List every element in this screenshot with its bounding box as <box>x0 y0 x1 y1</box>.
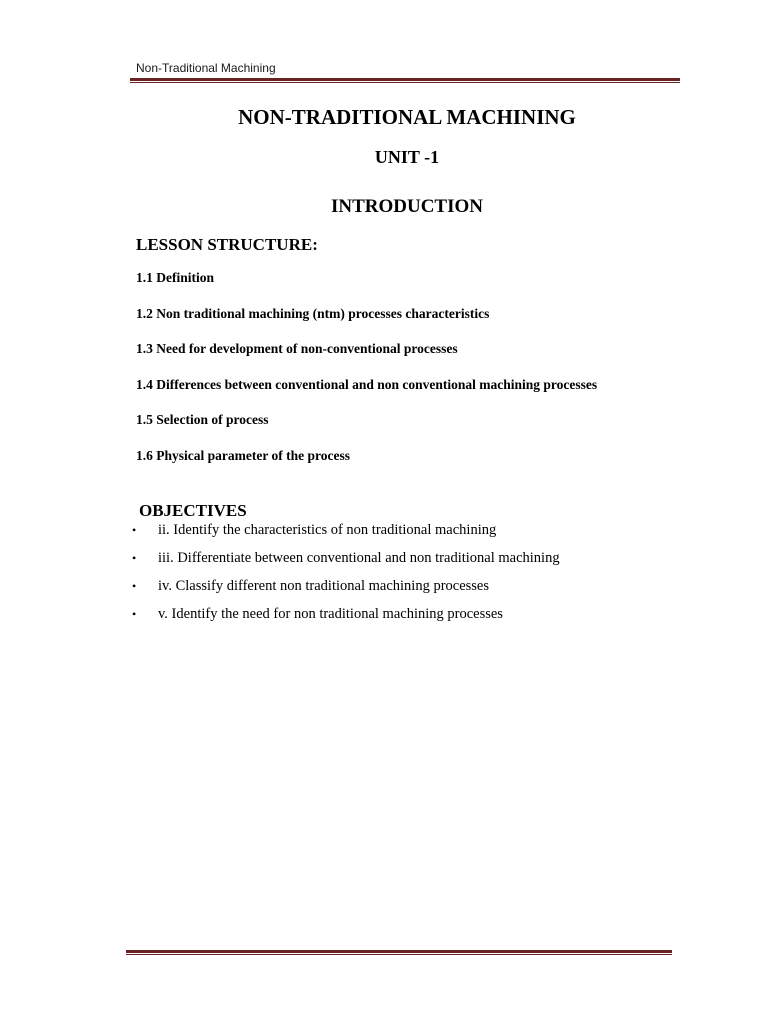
bullet-icon: • <box>132 551 137 565</box>
objective-text: v. Identify the need for non traditional machining processes <box>158 606 503 622</box>
objectives-heading: OBJECTIVES <box>139 501 247 520</box>
lesson-structure-heading: LESSON STRUCTURE: <box>136 235 318 254</box>
lesson-item: 1.4 Differences between conventional and non conventional machining processes <box>136 376 598 392</box>
bullet-icon: • <box>132 523 137 537</box>
objective-text: iii. Differentiate between conventional and non traditional machining <box>158 550 560 566</box>
lesson-item: 1.3 Need for development of non-conventional processes <box>136 341 458 357</box>
bullet-icon: • <box>132 607 137 621</box>
lesson-structure-list <box>136 270 597 484</box>
objective-item <box>130 606 560 634</box>
objective-item <box>130 522 560 550</box>
unit-heading: UNIT -1 <box>374 147 440 167</box>
running-header: Non-Traditional Machining <box>136 61 276 75</box>
lesson-item: 1.2 Non traditional machining (ntm) processes characteristics <box>136 305 490 321</box>
document-title: NON-TRADITIONAL MACHINING <box>238 105 576 129</box>
bullet-icon: • <box>132 579 137 593</box>
section-heading: INTRODUCTION <box>330 196 484 217</box>
objective-text: ii. Identify the characteristics of non traditional machining <box>158 522 497 538</box>
objective-item <box>130 578 560 606</box>
objective-text: iv. Classify different non traditional machining processes <box>158 578 490 594</box>
lesson-item: 1.1 Definition <box>136 270 215 285</box>
lesson-item: 1.6 Physical parameter of the process <box>136 447 350 463</box>
objectives-list <box>130 522 560 634</box>
lesson-item: 1.5 Selection of process <box>136 412 269 428</box>
header-rule <box>130 78 680 83</box>
objective-item <box>130 550 560 578</box>
footer-rule <box>126 950 672 955</box>
